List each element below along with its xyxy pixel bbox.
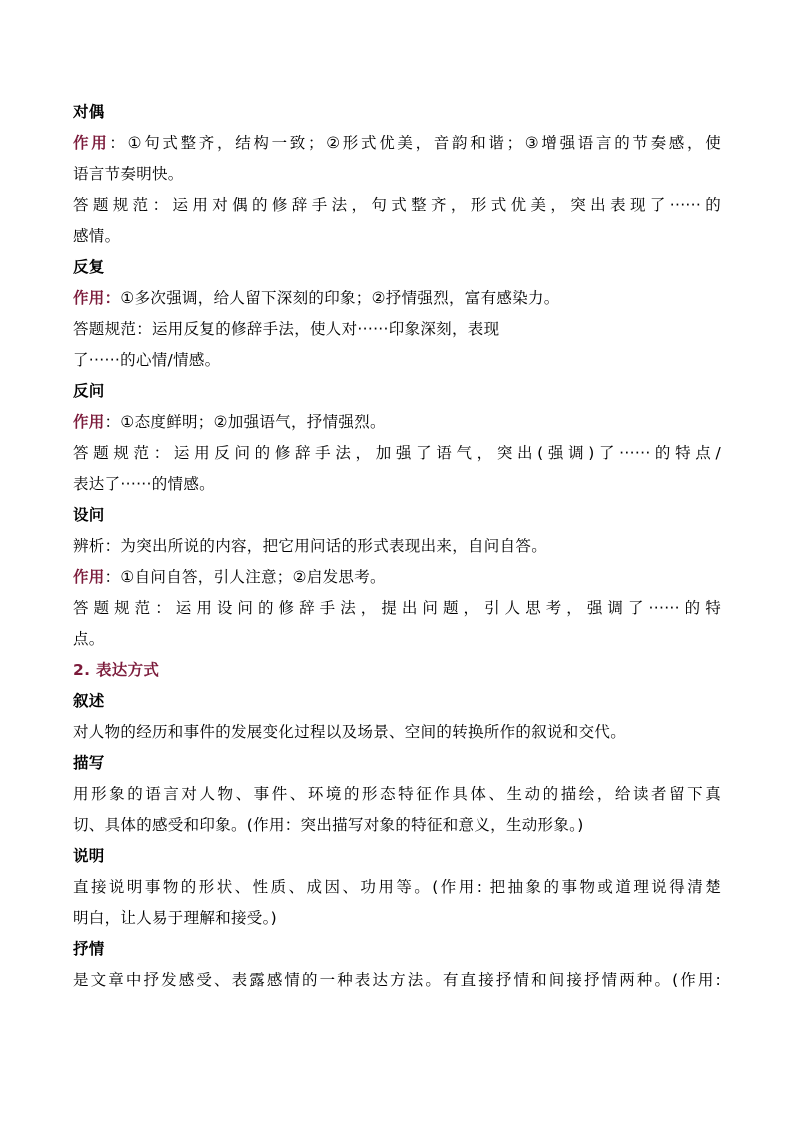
body-line: 用形象的语言对人物、事件、环境的形态特征作具体、生动的描绘，给读者留下真	[73, 785, 721, 803]
body-line: 是文章中抒发感受、表露感情的一种表达方法。有直接抒情和间接抒情两种。(作用:	[73, 971, 721, 989]
body-line: 对人物的经历和事件的发展变化过程以及场景、空间的转换所作的叙说和交代。	[73, 723, 627, 741]
body-line: 答题规范：运用对偶的修辞手法，句式整齐，形式优美，突出表现了······的	[73, 196, 721, 214]
effect-label: 作用	[73, 568, 105, 586]
body-line: 语言节奏明快。	[73, 165, 184, 183]
body-line: 点。	[73, 630, 105, 648]
effect-line	[73, 128, 721, 159]
subheading: 反问	[73, 382, 105, 400]
body-line: 辨析：为突出所说的内容，把它用问话的形式表现出来，自问自答。	[73, 537, 548, 555]
body-line: 答题规范：运用反问的修辞手法，加强了语气，突出(强调)了······的特点/	[73, 444, 721, 462]
subheading: 描写	[73, 754, 105, 772]
effect-label: 作用	[73, 413, 105, 431]
body-line: 答题规范：运用反复的修辞手法，使人对······印象深刻，表现	[73, 320, 500, 338]
effect-line	[73, 407, 721, 438]
subheading: 对偶	[73, 103, 105, 121]
body-line: 答题规范：运用设问的修辞手法，提出问题，引人思考，强调了······的特	[73, 599, 721, 617]
subheading: 叙述	[73, 692, 105, 710]
body-line: 了······的心情/情感。	[73, 351, 221, 369]
body-line: 感情。	[73, 227, 121, 245]
subheading: 反复	[73, 258, 105, 276]
effect-text: ：①句式整齐，结构一致；②形式优美，音韵和谐；③增强语言的节奏感，使	[109, 134, 721, 152]
effect-text: ①多次强调，给人留下深刻的印象；②抒情强烈，富有感染力。	[120, 289, 560, 307]
document-page	[73, 97, 721, 996]
body-line: 表达了······的情感。	[73, 475, 215, 493]
body-line: 直接说明事物的形状、性质、成因、功用等。(作用: 把抽象的事物或道理说得清楚	[73, 878, 721, 896]
subheading: 抒情	[73, 940, 105, 958]
body-line: 切、具体的感受和印象。(作用：突出描写对象的特征和意义，生动形象。)	[73, 816, 584, 834]
effect-text: ：①自问自答，引人注意；②启发思考。	[104, 568, 386, 586]
effect-line	[73, 562, 721, 593]
effect-line	[73, 283, 721, 314]
effect-label: 作用：	[73, 289, 121, 307]
effect-text: ：①态度鲜明；②加强语气，抒情强烈。	[104, 413, 386, 431]
section-title: 2. 表达方式	[73, 661, 160, 679]
body-line: 明白，让人易于理解和接受。)	[73, 909, 277, 927]
subheading: 说明	[73, 847, 105, 865]
effect-label: 作用	[73, 134, 110, 152]
subheading: 设问	[73, 506, 105, 524]
